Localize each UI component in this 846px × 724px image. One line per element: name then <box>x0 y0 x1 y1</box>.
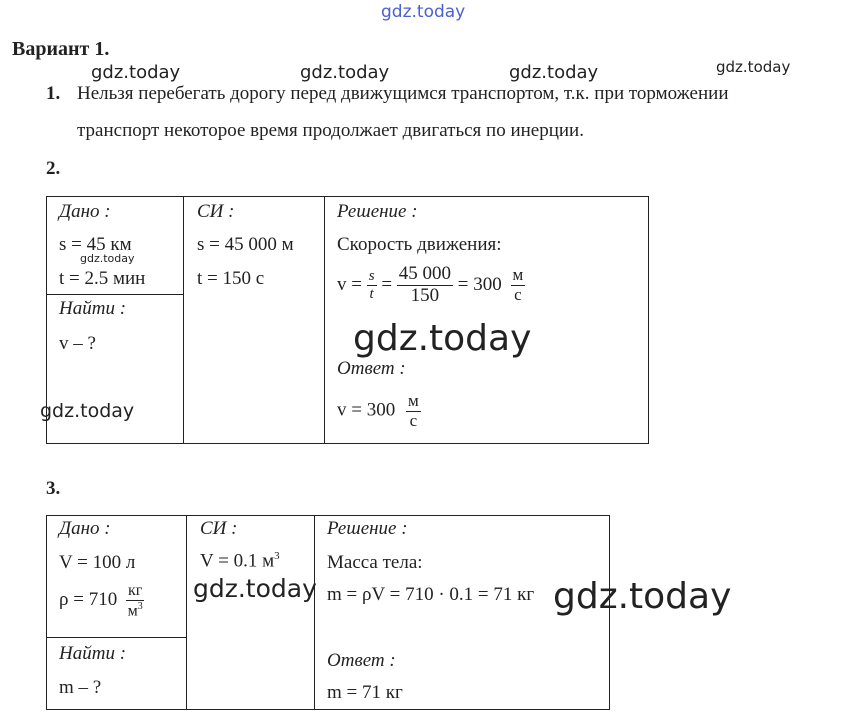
answer-label: Ответ : <box>327 650 396 671</box>
find-value: m – ? <box>59 677 102 698</box>
given-label: Дано : <box>59 518 111 539</box>
find-label: Найти : <box>59 298 127 319</box>
si-s: s = 45 000 м <box>197 234 294 255</box>
given-volume: V = 100 л <box>59 552 136 573</box>
find-value: v – ? <box>59 333 96 354</box>
solution-text: Масса тела: <box>327 552 423 573</box>
find-label: Найти : <box>59 643 127 664</box>
si-label: СИ : <box>197 201 235 222</box>
given-label: Дано : <box>59 201 111 222</box>
velocity-formula: v = $\frac{s}{t}$ = $\frac{45 000}{150}$ = 300 $\frac{м}{с}$ <box>337 263 524 306</box>
solution-label: Решение : <box>327 518 408 539</box>
watermark: gdz.today <box>716 58 791 76</box>
answer-label: Ответ : <box>337 358 406 379</box>
watermark: gdz.today <box>91 62 181 83</box>
watermark: gdz.today <box>40 400 135 422</box>
si-volume: V = 0.1 $м^3$ <box>200 550 280 572</box>
solution-label: Решение : <box>337 201 418 222</box>
given-s: s = 45 км <box>59 234 132 255</box>
given-density: ρ = 710 $\frac{кг}{м^3}$ <box>59 582 143 619</box>
task1-line2: транспорт некоторое время продолжает двигаться по инерции. <box>77 120 584 141</box>
watermark: gdz.today <box>300 62 390 83</box>
watermark: gdz.today <box>193 574 317 603</box>
task1-line1: Нельзя перебегать дорогу перед движущимся транспортом, т.к. при торможении <box>77 83 729 104</box>
watermark-top: gdz.today <box>381 2 466 22</box>
watermark: gdz.today <box>553 576 732 617</box>
variant-title: Вариант 1. <box>12 38 110 60</box>
answer-value: m = 71 кг <box>327 682 403 703</box>
task2-number: 2. <box>46 158 61 179</box>
watermark: gdz.today <box>80 252 135 265</box>
task3-number: 3. <box>46 478 61 499</box>
si-t: t = 150 с <box>197 268 265 289</box>
task1-number: 1. <box>46 83 61 104</box>
solution-text: Скорость движения: <box>337 234 502 255</box>
answer-value: v = 300 $\frac{м}{с}$ <box>337 391 419 430</box>
watermark: gdz.today <box>353 318 532 359</box>
watermark: gdz.today <box>509 62 599 83</box>
si-label: СИ : <box>200 518 238 539</box>
mass-formula: m = ρV = 710 · 0.1 = 71 кг <box>327 584 535 605</box>
given-t: t = 2.5 мин <box>59 268 146 289</box>
